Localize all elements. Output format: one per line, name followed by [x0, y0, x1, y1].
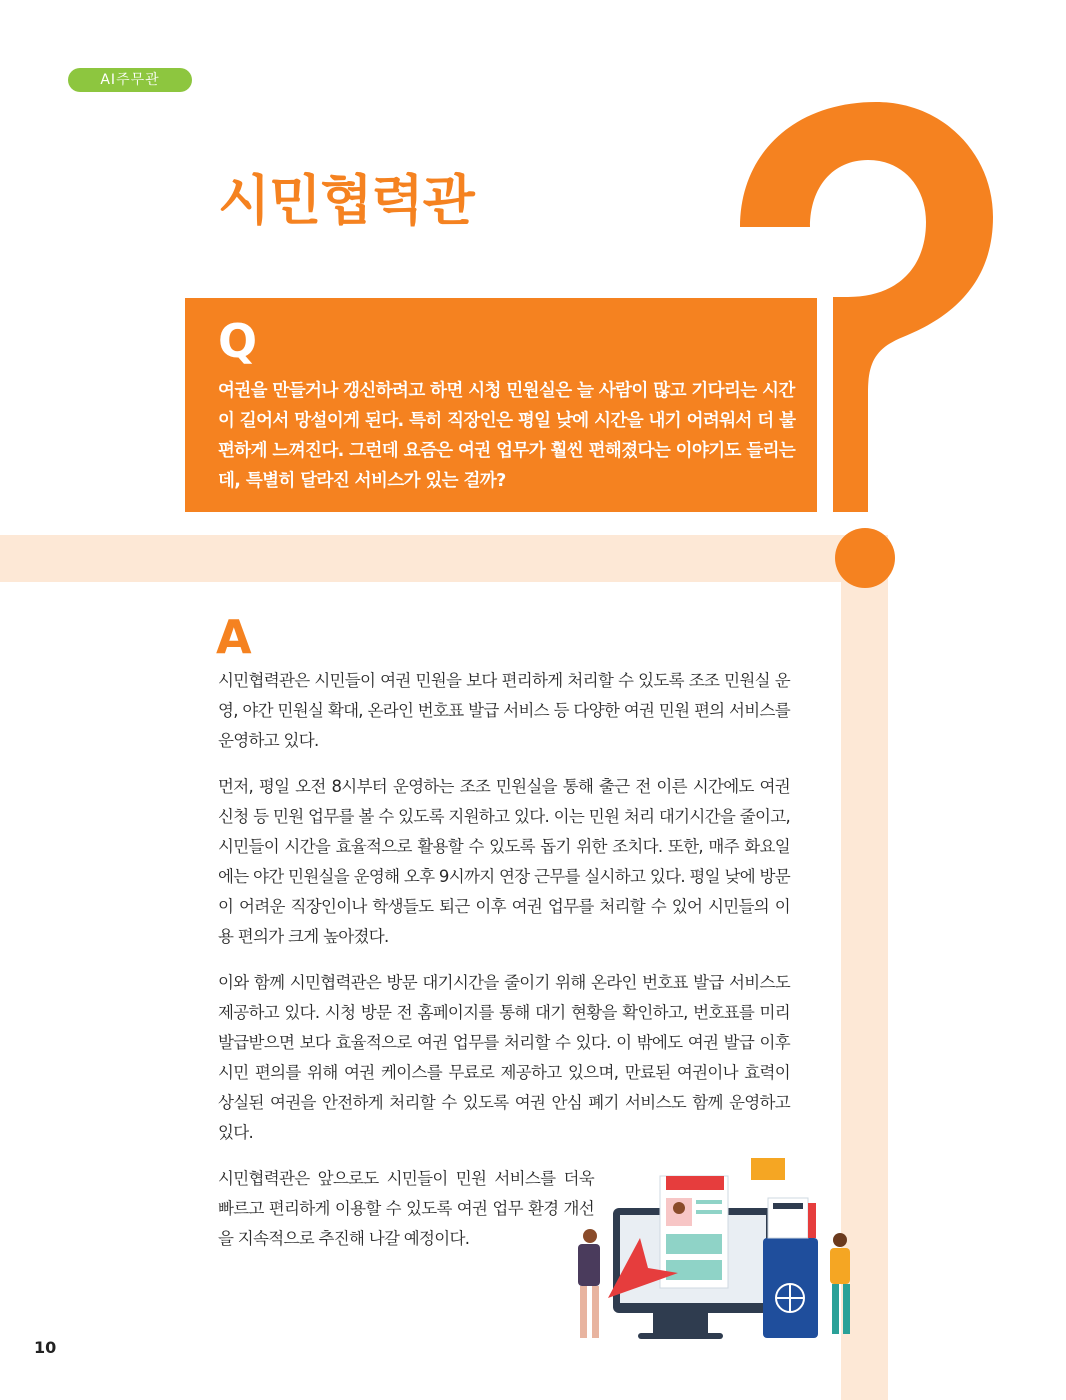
question-text: 여권을 만들거나 갱신하려고 하면 시청 민원실은 늘 사람이 많고 기다리는 시간이 길어서 망설이게 된다. 특히 직장인은 평일 낮에 시간을 내기 어려워서 더 불편하게 느껴진다. 그런데 요즘은 여권 업무가 훨씬 편해졌다는 이야기도 들리는데, 특별히 달라진 서비스가 있는 걸까? [218, 381, 796, 491]
passport-service-illustration [568, 1148, 868, 1348]
question-mark-dot [835, 528, 895, 588]
answer-paragraph-4: 시민협력관은 앞으로도 시민들이 민원 서비스를 더욱 빠르고 편리하게 이용할 수 있도록 여권 업무 환경 개선을 지속적으로 추진해 나갈 예정이다. [218, 1169, 594, 1248]
decorative-band-horizontal [0, 535, 888, 582]
answer-letter: A [216, 610, 252, 664]
page-number: 10 [34, 1338, 57, 1357]
question-letter: Q [218, 314, 258, 368]
page-title: 시민협력관 [218, 169, 474, 232]
answer-paragraph-2: 먼저, 평일 오전 8시부터 운영하는 조조 민원실을 통해 출근 전 이른 시간에도 여권 신청 등 민원 업무를 볼 수 있도록 지원하고 있다. 이는 민원 처리 대기시간을 줄이고, 시민들이 시간을 효율적으로 활용할 수 있도록 돕기 위한 조치다. 또한, 매주 화요일에는 야간 민원실을 운영해 오후 9시까지 연장 근무를 실시하고 있다. 평일 낮에 방문이 어려운 직장인이나 학생들도 퇴근 이후 여권 업무를 처리할 수 있어 시민들의 이용 편의가 크게 높아졌다. [218, 777, 790, 946]
category-tag: AI주무관 [68, 68, 192, 92]
answer-paragraph-1: 시민협력관은 시민들이 여권 민원을 보다 편리하게 처리할 수 있도록 조조 민원실 운영, 야간 민원실 확대, 온라인 번호표 발급 서비스 등 다양한 여권 민원 편의 서비스를 운영하고 있다. [218, 671, 790, 750]
answer-paragraph-3: 이와 함께 시민협력관은 방문 대기시간을 줄이기 위해 온라인 번호표 발급 서비스도 제공하고 있다. 시청 방문 전 홈페이지를 통해 대기 현황을 확인하고, 번호표를 미리 발급받으면 보다 효율적으로 여권 업무를 처리할 수 있다. 이 밖에도 여권 발급 이후 시민 편의를 위해 여권 케이스를 무료로 제공하고 있으며, 만료된 여권이나 효력이 상실된 여권을 안전하게 처리할 수 있도록 여권 안심 폐기 서비스도 함께 운영하고 있다. [218, 973, 790, 1142]
